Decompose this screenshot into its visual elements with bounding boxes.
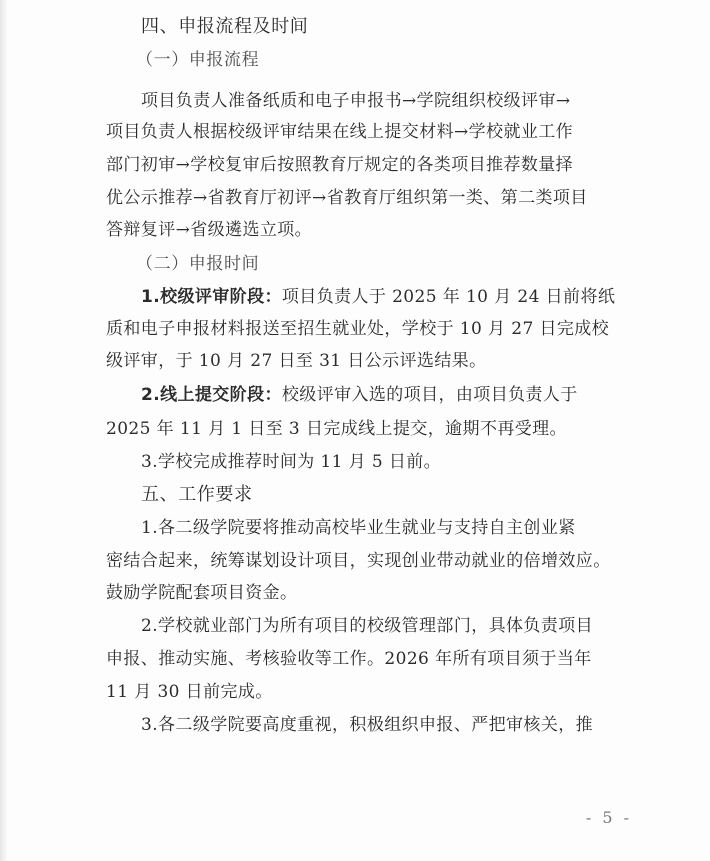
time-item-3: 3.学校完成推荐时间为 11 月 5 日前。 xyxy=(141,452,442,472)
flow-line: 项目负责人根据校级评审结果在线上提交材料→学校就业工作 xyxy=(106,122,574,142)
flow-line: 项目负责人准备纸质和电子申报书→学院组织校级评审→ xyxy=(141,91,571,111)
subsection-flow-heading: （一）申报流程 xyxy=(136,50,260,70)
requirement-2-line: 2.学校就业部门为所有项目的校级管理部门，具体负责项目 xyxy=(141,616,594,636)
time-item-1-first-line xyxy=(141,286,615,308)
time-item-2-lead: 2.线上提交阶段： xyxy=(141,385,282,405)
requirement-2-line: 申报、推动实施、考核验收等工作。2026 年所有项目须于当年 xyxy=(106,649,592,669)
page-edge-shadow xyxy=(0,0,8,861)
time-item-1-line: 级评审，于 10 月 27 日至 31 日公示评选结果。 xyxy=(106,351,487,371)
flow-line: 部门初审→学校复审后按照教育厅规定的各类项目推荐数量择 xyxy=(106,155,574,175)
requirement-1-line: 鼓励学院配套项目资金。 xyxy=(106,583,298,603)
subsection-time-heading: （二）申报时间 xyxy=(136,254,260,274)
time-item-2-line: 2025 年 11 月 1 日至 3 日完成线上提交，逾期不再受理。 xyxy=(106,419,567,439)
requirement-1-line: 密结合起来，统筹谋划设计项目，实现创业带动就业的倍增效应。 xyxy=(106,551,611,571)
time-item-1-lead: 1.校级评审阶段： xyxy=(141,287,282,307)
page-number: - 5 - xyxy=(585,808,632,827)
time-item-1-line: 质和电子申报材料报送至招生就业处，学校于 10 月 27 日完成校 xyxy=(106,319,610,339)
requirement-3-line: 3.各二级学院要高度重视，积极组织申报、严把审核关，推 xyxy=(141,715,594,735)
section-4-heading: 四、申报流程及时间 xyxy=(141,16,309,37)
flow-line: 优公示推荐→省教育厅初评→省教育厅组织第一类、第二类项目 xyxy=(106,188,588,208)
time-item-2-text: 校级评审入选的项目，由项目负责人于 xyxy=(281,385,578,405)
requirement-2-line: 11 月 30 日前完成。 xyxy=(106,682,273,702)
time-item-1-text: 项目负责人于 2025 年 10 月 24 日前将纸 xyxy=(281,287,616,307)
requirement-1-line: 1.各二级学院要将推动高校毕业生就业与支持自主创业紧 xyxy=(141,518,576,538)
time-item-2-first-line xyxy=(141,384,578,406)
flow-line: 答辩复评→省级遴选立项。 xyxy=(106,220,313,240)
section-5-heading: 五、工作要求 xyxy=(141,484,253,505)
